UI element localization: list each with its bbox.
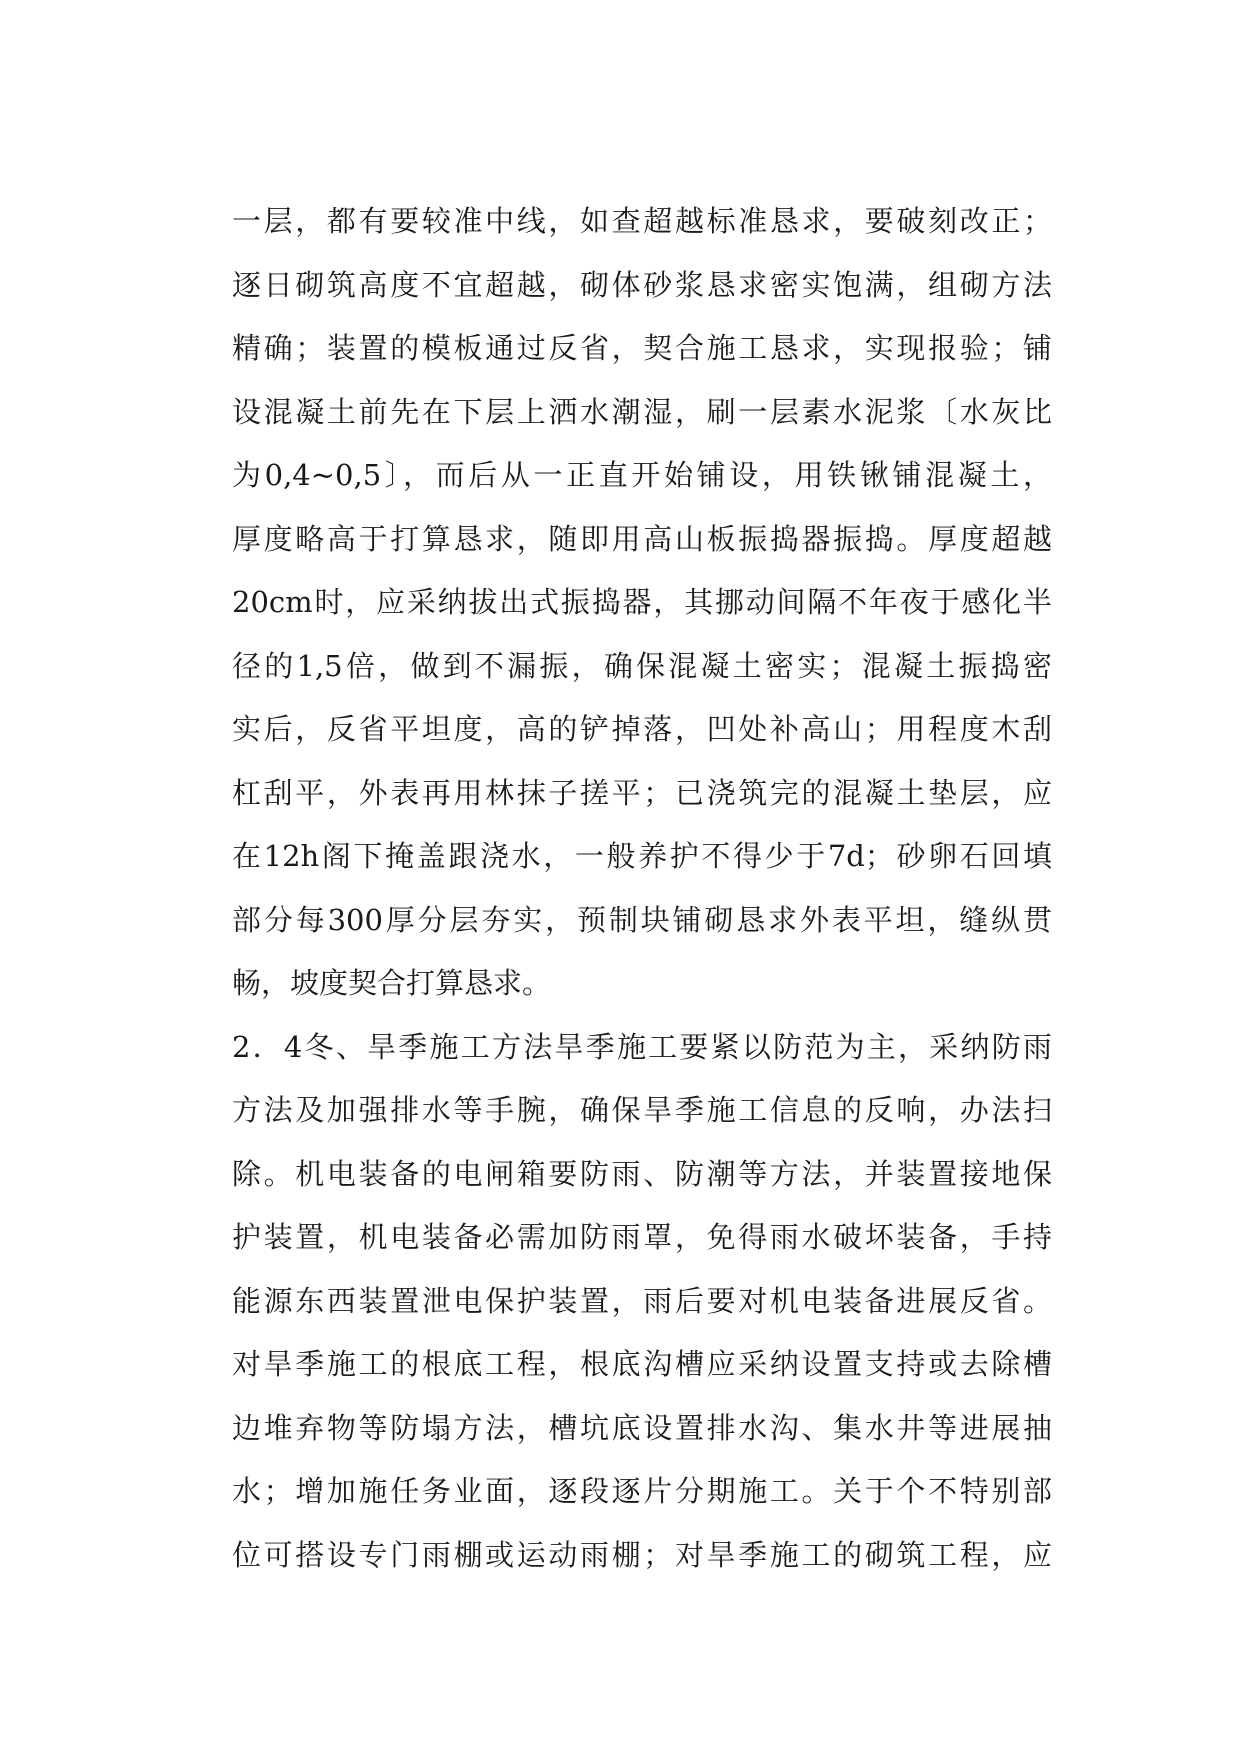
text-line: 杠刮平，外表再用林抹子搓平；已浇筑完的混凝土垫层，应 xyxy=(232,775,1052,810)
text-line: 在12h阁下掩盖跟浇水，一般养护不得少于7d；砂卵石回填 xyxy=(232,839,1052,873)
text-line: 一层，都有要较准中线，如查超越标准恳求，要破刻改正； xyxy=(232,204,1052,238)
text-line: 位可搭设专门雨棚或运动雨棚；对旱季施工的砌筑工程，应 xyxy=(232,1537,1052,1572)
text-line: 对旱季施工的根底工程，根底沟槽应采纳设置支持或去除槽 xyxy=(232,1347,1052,1381)
text-line: 厚度略高于打算恳求，随即用高山板振捣器振捣。厚度超越 xyxy=(232,521,1052,556)
text-line: 逐日砌筑高度不宜超越，砌体砂浆恳求密实饱满，组砌方法 xyxy=(232,267,1052,302)
text-line: 径的1,5倍，做到不漏振，确保混凝土密实；混凝土振捣密 xyxy=(232,648,1052,683)
text-line: 方法及加强排水等手腕，确保旱季施工信息的反响，办法扫 xyxy=(232,1093,1052,1127)
text-line: 20cm时，应采纳拔出式振捣器，其挪动间隔不年夜于感化半 xyxy=(232,585,1052,619)
text-line: 部分每300厚分层夯实，预制块铺砌恳求外表平坦，缝纵贯 xyxy=(232,902,1052,937)
text-line: 畅，坡度契合打算恳求。 xyxy=(232,966,552,1000)
text-line: 2．4冬、旱季施工方法旱季施工要紧以防范为主，采纳防雨 xyxy=(232,1029,1052,1064)
text-line: 护装置，机电装备必需加防雨罩，免得雨水破坏装备，手持 xyxy=(232,1220,1052,1254)
body-text xyxy=(232,190,1052,1587)
text-line: 能源东西装置泄电保护装置，雨后要对机电装备进展反省。 xyxy=(232,1283,1052,1318)
text-line: 除。机电装备的电闸箱要防雨、防潮等方法，并装置接地保 xyxy=(232,1156,1052,1191)
text-line: 实后，反省平坦度，高的铲掉落，凹处补高山；用程度木刮 xyxy=(232,712,1052,746)
text-line: 设混凝土前先在下层上洒水潮湿，刷一层素水泥浆〔水灰比 xyxy=(232,394,1052,429)
text-line: 为0,4~0,5〕，而后从一正直开始铺设，用铁锹铺混凝土， xyxy=(232,458,1052,492)
text-line: 水；增加施任务业面，逐段逐片分期施工。关于个不特别部 xyxy=(232,1474,1052,1508)
text-line: 边堆弃物等防塌方法，槽坑底设置排水沟、集水井等进展抽 xyxy=(232,1410,1052,1445)
text-line: 精确；装置的模板通过反省，契合施工恳求，实现报验；铺 xyxy=(232,331,1052,365)
